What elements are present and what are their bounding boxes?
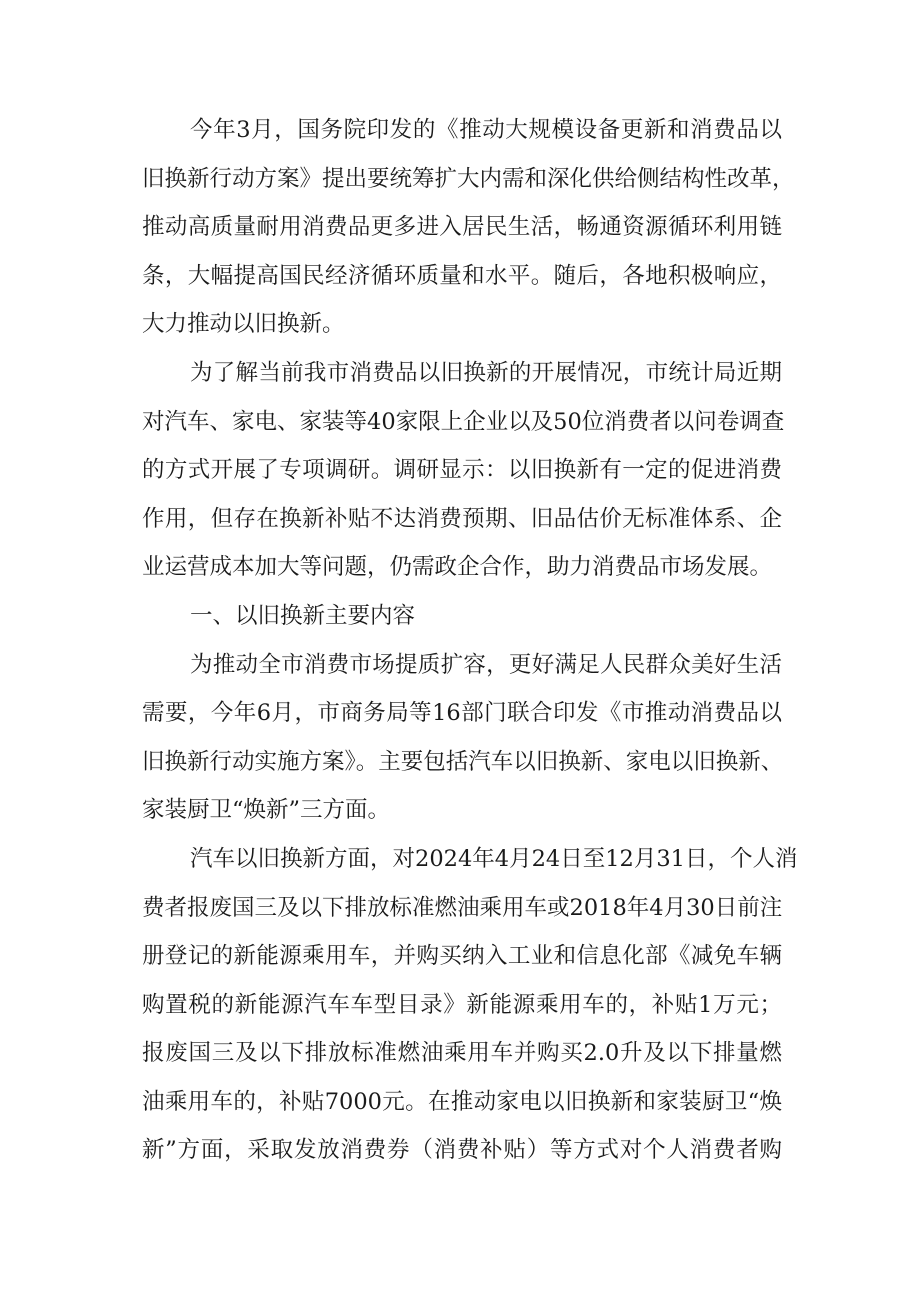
text-line: 的方式开展了专项调研。调研显示：以旧换新有一定的促进消费 (142, 457, 782, 484)
text-line: 油乘用车的，补贴7000元。在推动家电以旧换新和家装厨卫“焕 (142, 1088, 782, 1115)
text-line: 费者报废国三及以下排放标准燃油乘用车或2018年4月30日前注 (142, 894, 783, 921)
text-line: 对汽车、家电、家装等40家限上企业以及50位消费者以问卷调查 (142, 408, 785, 435)
text-line: 汽车以旧换新方面，对2024年4月24日至12月31日，个人消 (190, 845, 798, 872)
paragraph-survey (142, 349, 785, 592)
text-line: 新”方面，采取发放消费券（消费补贴）等方式对个人消费者购 (142, 1137, 782, 1164)
text-line: 购置税的新能源汽车车型目录》新能源乘用车的，补贴1万元； (142, 991, 782, 1018)
section-heading-text: 一、以旧换新主要内容 (190, 602, 416, 629)
text-line: 册登记的新能源乘用车，并购买纳入工业和信息化部《减免车辆 (142, 943, 782, 970)
text-line: 报废国三及以下排放标准燃油乘用车并购买2.0升及以下排量燃 (142, 1040, 782, 1067)
paragraph-auto (142, 835, 798, 1175)
text-line: 为推动全市消费市场提质扩容，更好满足人民群众美好生活 (190, 651, 782, 678)
text-line: 大力推动以旧换新。 (142, 311, 345, 338)
text-line: 作用，但存在换新补贴不达消费预期、旧品估价无标准体系、企 (142, 505, 782, 532)
document-body (142, 106, 798, 1175)
text-line: 今年3月，国务院印发的《推动大规模设备更新和消费品以 (190, 117, 782, 143)
text-line: 推动高质量耐用消费品更多进入居民生活，畅通资源循环利用链 (142, 214, 782, 241)
paragraph-plan (142, 641, 782, 835)
paragraph-intro (142, 106, 795, 349)
text-line: 为了解当前我市消费品以旧换新的开展情况，市统计局近期 (190, 359, 782, 386)
section-heading (142, 592, 782, 641)
text-line: 旧换新行动实施方案》。主要包括汽车以旧换新、家电以旧换新、 (142, 748, 784, 775)
text-line: 业运营成本加大等问题，仍需政企合作，助力消费品市场发展。 (142, 554, 773, 581)
text-line: 家装厨卫“焕新”三方面。 (142, 797, 391, 824)
text-line: 旧换新行动方案》提出要统筹扩大内需和深化供给侧结构性改革， (142, 165, 795, 192)
text-line: 需要，今年6月，市商务局等16部门联合印发《市推动消费品以 (142, 700, 782, 727)
text-line: 条，大幅提高国民经济循环质量和水平。随后，各地积极响应， (142, 262, 782, 289)
